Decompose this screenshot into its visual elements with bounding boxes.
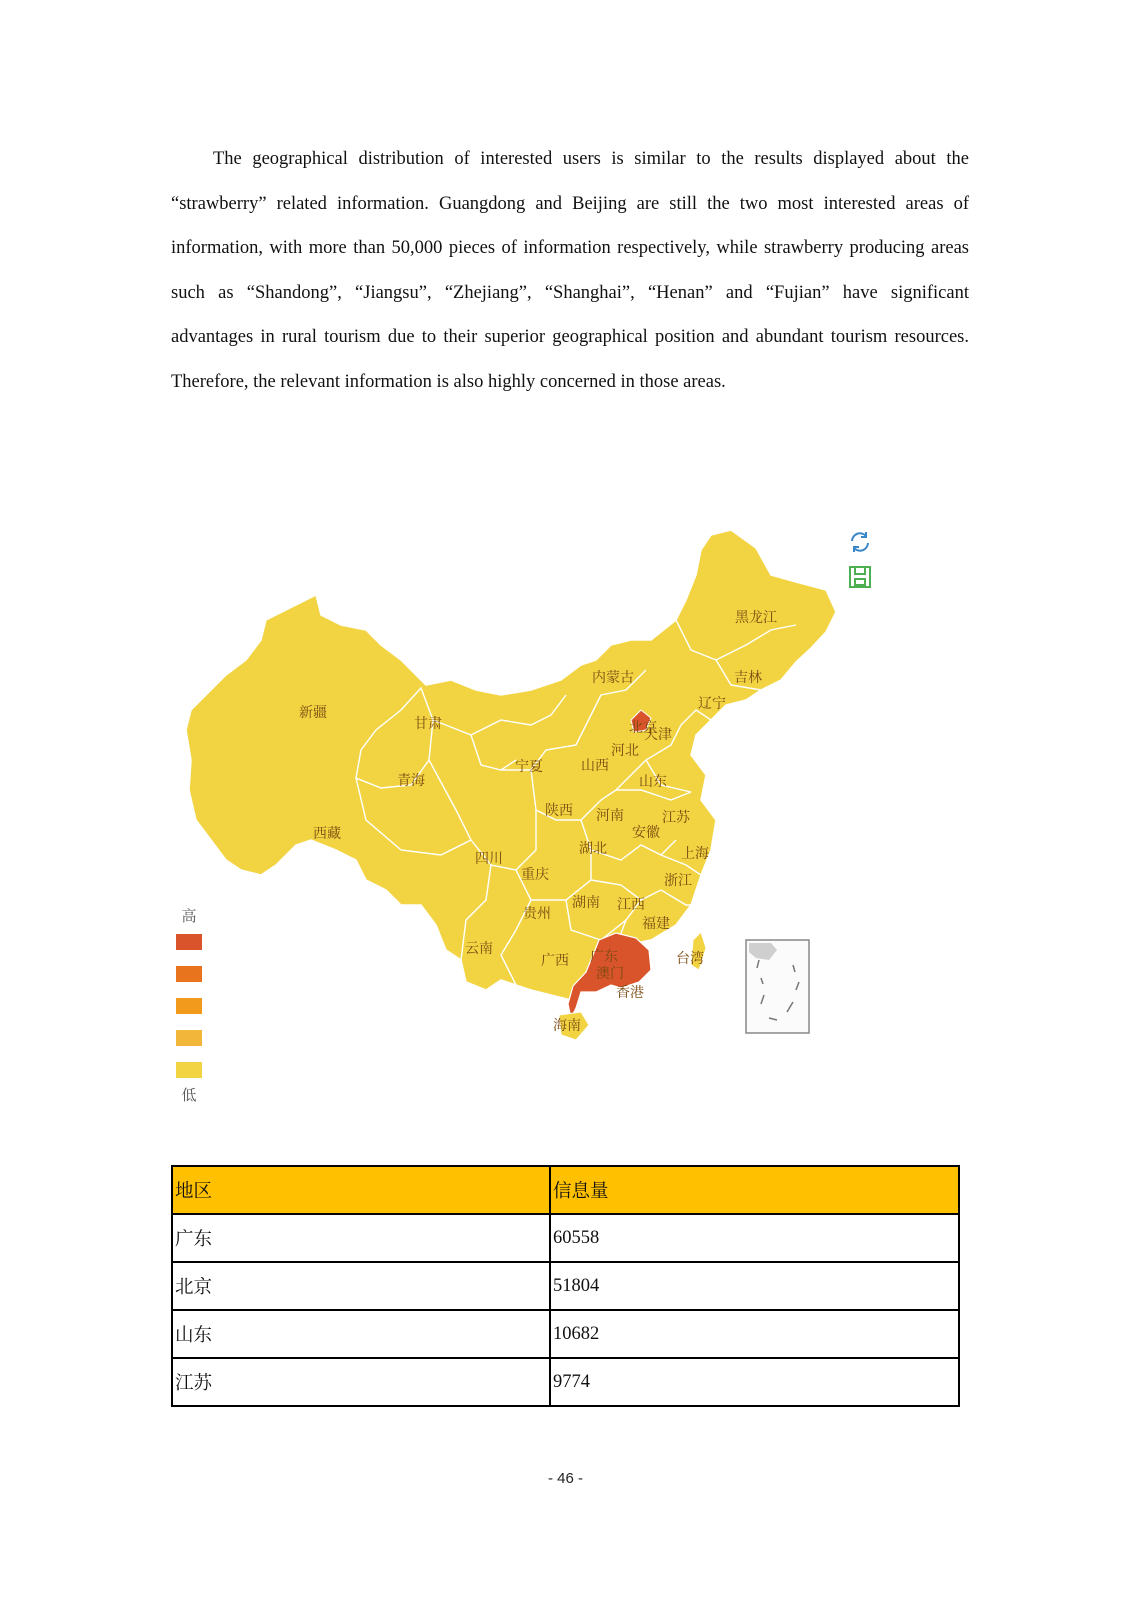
china-map-figure — [171, 520, 891, 1110]
cell-info-count: 51804 — [550, 1262, 959, 1310]
province-label: 云南 — [465, 941, 493, 957]
mainland-shape — [181, 522, 836, 1000]
legend-swatch-1[interactable] — [176, 934, 202, 950]
province-label: 江苏 — [662, 810, 690, 826]
province-label: 澳门 — [596, 966, 624, 982]
province-label: 湖南 — [572, 895, 600, 911]
cell-region: 江苏 — [172, 1358, 550, 1406]
province-label: 湖北 — [579, 841, 607, 857]
province-label: 山西 — [581, 758, 609, 774]
cell-region: 山东 — [172, 1310, 550, 1358]
province-label: 甘肃 — [414, 716, 442, 732]
table-row — [172, 1262, 959, 1310]
province-label: 江西 — [617, 897, 645, 913]
province-label: 天津 — [644, 727, 672, 743]
cell-region: 北京 — [172, 1262, 550, 1310]
province-label: 新疆 — [299, 705, 327, 721]
cell-info-count: 60558 — [550, 1214, 959, 1262]
legend-swatch-3[interactable] — [176, 998, 202, 1014]
province-label: 广东 — [590, 949, 618, 965]
province-label: 上海 — [681, 846, 709, 862]
province-label: 浙江 — [664, 873, 692, 889]
cell-info-count: 9774 — [550, 1358, 959, 1406]
province-label: 北京 — [629, 720, 657, 736]
legend-high-label: 高 — [181, 907, 197, 925]
table-row — [172, 1214, 959, 1262]
province-label: 内蒙古 — [592, 670, 634, 686]
south-china-sea-inset — [746, 940, 809, 1033]
province-label: 黑龙江 — [735, 610, 777, 626]
region-info-table — [171, 1165, 960, 1407]
legend-swatch-4[interactable] — [176, 1030, 202, 1046]
map-legend — [176, 905, 206, 1105]
save-icon[interactable] — [848, 565, 872, 589]
header-info-count: 信息量 — [550, 1166, 959, 1214]
province-label: 四川 — [475, 851, 503, 867]
legend-swatch-2[interactable] — [176, 966, 202, 982]
province-label: 宁夏 — [515, 759, 543, 775]
province-label: 西藏 — [313, 826, 341, 842]
table-row — [172, 1358, 959, 1406]
table-header-row — [172, 1166, 959, 1214]
legend-swatch-5[interactable] — [176, 1062, 202, 1078]
province-label: 辽宁 — [698, 696, 726, 712]
province-label: 山东 — [639, 774, 667, 790]
province-label: 河北 — [611, 743, 639, 759]
province-label: 陕西 — [545, 803, 573, 819]
province-label: 广西 — [541, 953, 569, 969]
header-region: 地区 — [172, 1166, 550, 1214]
page-number: - 46 - — [547, 1470, 583, 1487]
china-map — [171, 520, 891, 1110]
table-row — [172, 1310, 959, 1358]
province-label: 贵州 — [523, 906, 551, 922]
province-label: 吉林 — [734, 670, 762, 686]
province-label: 青海 — [397, 773, 425, 789]
province-label: 重庆 — [521, 867, 549, 883]
cell-info-count: 10682 — [550, 1310, 959, 1358]
province-label: 香港 — [616, 985, 644, 1001]
province-label: 安徽 — [632, 825, 660, 841]
cell-region: 广东 — [172, 1214, 550, 1262]
province-label: 海南 — [553, 1018, 581, 1034]
province-label: 福建 — [642, 916, 670, 932]
province-label: 台湾 — [676, 951, 704, 967]
body-paragraph: The geographical distribution of interested users is similar to the results displayed about the “strawberry” related information. Guangdong and Beijing are still the two most interested areas of information, with more than 50,000 pieces of information respectively, while strawberry producing areas such as “Shandong”, “Jiangsu”, “Zhejiang”, “Shanghai”, “Henan” and “Fujian” have significant advantages in rural tourism due to their superior geographical position and abundant tourism resources. Therefore, the relevant information is also highly concerned in those areas. — [171, 149, 969, 392]
legend-low-label: 低 — [181, 1086, 197, 1104]
province-label: 河南 — [596, 808, 624, 824]
refresh-icon[interactable] — [848, 530, 872, 554]
